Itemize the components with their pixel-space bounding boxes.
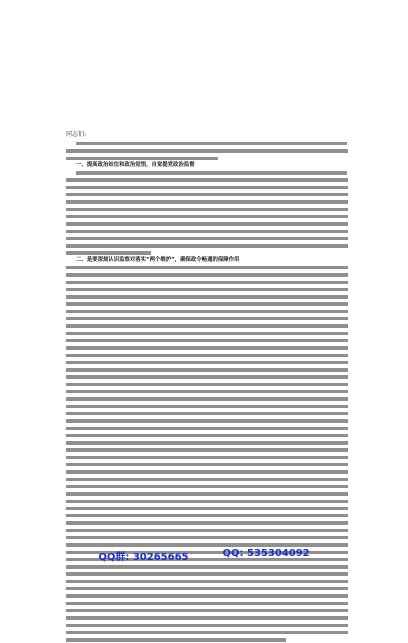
section-1-paragraph [66,169,348,257]
intro-paragraph [66,140,348,162]
section-heading-2: 二、是要深刻认识监察对落实“两个维护”，确保政令畅通的保障作用 [76,256,240,263]
promo-banner[interactable] [0,4,408,34]
section-heading-1: 一、提高政治站位和政治觉悟，自觉提党政治监督 [76,161,195,168]
qq-number: QQ: 535304092 [222,548,310,559]
salutation: 同志们: [66,131,87,138]
section-2-paragraph [66,264,348,643]
document-title [66,96,254,110]
qq-group-number: QQ群: 30265665 [98,552,189,563]
contact-footer [0,548,408,568]
